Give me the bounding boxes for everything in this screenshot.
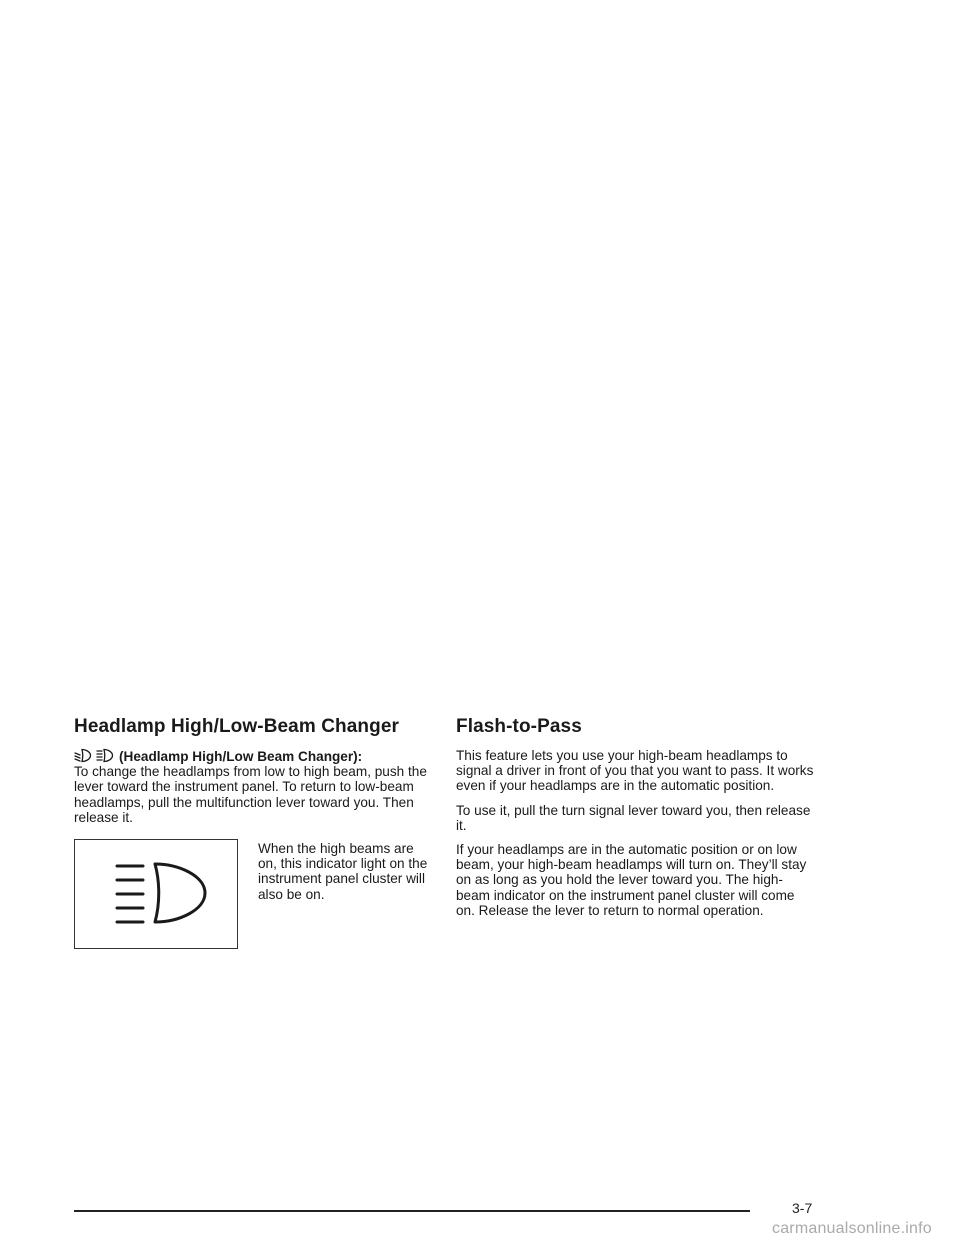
section-heading: Flash-to-Pass bbox=[456, 716, 582, 737]
section-heading: Headlamp High/Low-Beam Changer bbox=[74, 716, 399, 737]
low-beam-icon bbox=[74, 748, 92, 763]
changer-body: To change the headlamps from low to high beam, push the lever toward the instrument panel. To return to low-beam headlamps, pull the multifunction lever toward you. Then release it. bbox=[74, 764, 427, 825]
body-paragraph: If your headlamps are in the automatic position or on low beam, your high-beam headlamps will turn on. They’ll stay on as long as you hold the lever toward you. The high-beam indicator on the instrument panel cluster will come on. Release the lever to return to normal operation. bbox=[456, 842, 807, 918]
watermark: carmanualsonline.info bbox=[772, 1220, 932, 1237]
indicator-description: When the high beams are on, this indicator light on the instrument panel cluster will also be on. bbox=[258, 841, 428, 902]
changer-paragraph bbox=[74, 748, 430, 825]
symbol-label: (Headlamp High/Low Beam Changer): bbox=[119, 749, 363, 764]
flash-to-pass-section bbox=[456, 716, 816, 927]
beam-symbols bbox=[74, 748, 114, 763]
indicator-figure bbox=[74, 839, 238, 949]
body-paragraph: To use it, pull the turn signal lever toward you, then release it. bbox=[456, 802, 811, 833]
page-number: 3-7 bbox=[792, 1200, 813, 1216]
high-beam-icon bbox=[96, 748, 114, 763]
footer-rule bbox=[74, 1210, 750, 1212]
high-beam-indicator-icon bbox=[113, 860, 209, 926]
headlamp-changer-section bbox=[74, 716, 430, 953]
indicator-row bbox=[74, 839, 430, 953]
body-paragraph: This feature lets you use your high-beam headlamps to signal a driver in front of you that you want to pass. It works even if your headlamps are in the automatic position. bbox=[456, 748, 814, 794]
